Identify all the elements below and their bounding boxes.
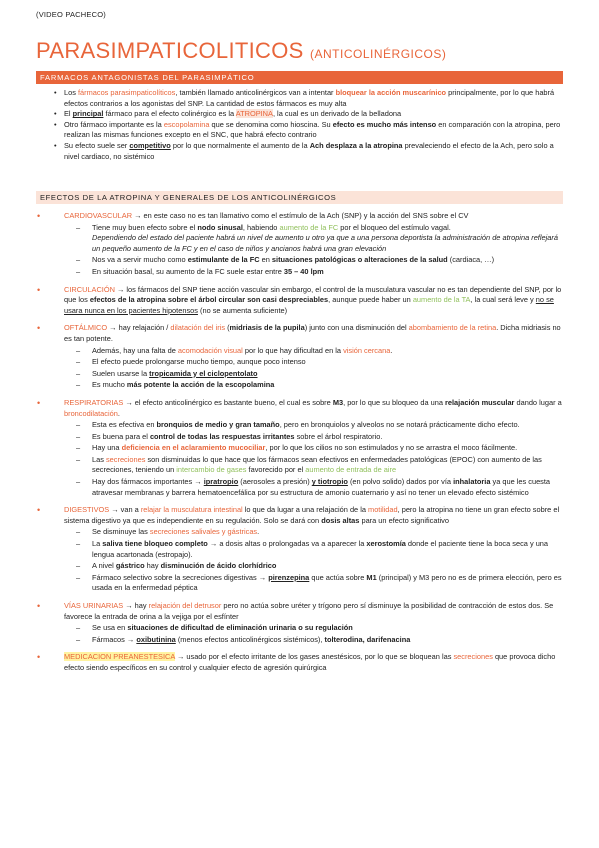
list-item: – En situación basal, su aumento de la FC suele estar entre 35 – 40 lpm [36, 267, 563, 278]
section1-heading: FARMACOS ANTAGONISTAS DEL PARASIMPÁTICO [36, 71, 563, 84]
vias-urinarias-item: • VÍAS URINARIAS → hay relajación del detrusor pero no actúa sobre uréter y trígono pero sí disminuye la posibilidad de contracción de estos dos. Se favorece la entrada de orina a la vejiga por el esfínter [36, 601, 563, 622]
list-item: – Suelen usarse la tropicamida y el ciclopentolato [36, 369, 563, 380]
list-item: – Fármaco selectivo sobre la secreciones digestivas → pirenzepina que actúa sobre M1 (principal) y M3 pero no es de primera elección, pero es usada en la enfermedad péptica [36, 573, 563, 594]
list-item: • Los fármacos parasimpaticolíticos, también llamado anticolinérgicos van a intentar bloquear la acción muscarínico principalmente, por lo que habrá efectos contrarios a los agonistas del SNP. La cantidad de estos fármacos es muy alta [36, 88, 563, 109]
list-item: – Hay dos fármacos importantes → ipratropio (aerosoles a presión) y tiotropio (en polvo solido) dados por vía inhalatoria ya que les cuesta atravesar membranas y barrera hematoencefálica por su estructura de amonio cuaternario y así no tener un elevado efecto sistémico [36, 477, 563, 498]
list-item: • El principal fármaco para el efecto colinérgico es la ATROPINA, la cual es un derivado de la belladona [36, 109, 563, 120]
list-item: – Las secreciones son disminuidas lo que hace que los fármacos sean efectivos en enfermedades patológicas (EPOC) con aumento de las secreciones, teniendo un intercambio de gases favorecido por el aumento de entrada de aire [36, 455, 563, 476]
list-item: – Hay una deficiencia en el aclaramiento mucociliar, por lo que los cilios no son estimulados y no se arrastra el moco fácilmente. [36, 443, 563, 454]
list-item: – Nos va a servir mucho como estimulante de la FC en situaciones patológicas o alteraciones de la salud (cardiaca, …) [36, 255, 563, 266]
section1-list [36, 88, 563, 162]
cardio-note: Dependiendo del estado del paciente habrá un nivel de aumento u otro ya que a una persona deportista la administración de atropina reflejará un pequeño aumento de la FC y en el caso de niños y ancianos habrá una gran elevación [92, 233, 558, 253]
list-item: – La saliva tiene bloqueo completo → a dosis altas o prolongadas va a aparecer la xerostomía donde el paciente tiene la boca seca y una lengua acartonada (estropajo). [36, 539, 563, 560]
page-title [36, 38, 446, 64]
respiratorias-item: • RESPIRATORIAS → el efecto anticolinérgico es bastante bueno, el cual es sobre M3, por lo que su bloqueo da una relajación muscular dando lugar a broncodilatación. [36, 398, 563, 419]
oftalmico-item: • OFTÁLMICO → hay relajación / dilatación del iris (midriasis de la pupila) junto con una disminución del abombamiento de la retina. Dicha midriasis no es tan potente. [36, 323, 563, 344]
list-item: – Tiene muy buen efecto sobre el nodo sinusal, habiendo aumento de la FC por el bloqueo del estímulo vagal. [36, 223, 563, 234]
list-item: – Se usa en situaciones de dificultad de eliminación urinaria o su regulación [36, 623, 563, 634]
list-item: – Es mucho más potente la acción de la escopolamina [36, 380, 563, 391]
list-item: – A nivel gástrico hay disminución de ácido clorhídrico [36, 561, 563, 572]
title-sub: (ANTICOLINÉRGICOS) [310, 47, 447, 61]
cardiovascular-item: • CARDIOVASCULAR → en este caso no es tan llamativo como el estímulo de la Ach (SNP) y la acción del SNS sobre el CV [36, 211, 563, 222]
circulacion-item: • CIRCULACIÓN → los fármacos del SNP tiene acción vascular sin embargo, el control de la musculatura vascular no es tan dependiente del SNP, por lo que los efectos de la atropina sobre el árbol circular son casi despreciables, aunque puede haber un aumento de la TA, la cual será leve y no se usara nunca en los pacientes hipotensos (no se aumenta suficiente) [36, 285, 563, 317]
top-note: (VIDEO PACHECO) [36, 10, 106, 19]
digestivos-item: • DIGESTIVOS → van a relajar la musculatura intestinal lo que da lugar a una relajación de la motilidad, pero la atropina no tiene un gran efecto sobre el sistema digestivo ya que es independiente en su regulación. Solo se dará con dosis altas para un efecto significativo [36, 505, 563, 526]
medicacion-preanestesica-item: • MEDICACION PREANESTESICA → usado por el efecto irritante de los gases anestésicos, por lo que se bloquean las secreciones que provoca dicho efecto siendo específicos en su control y cualquier efecto de agresión quirúrgica [36, 652, 563, 673]
section2-heading: EFECTOS DE LA ATROPINA Y GENERALES DE LOS ANTICOLINÉRGICOS [36, 191, 563, 204]
section2-list [36, 208, 563, 674]
list-item: – Es buena para el control de todas las respuestas irritantes sobre el árbol respiratorio. [36, 432, 563, 443]
list-item: – El efecto puede prolongarse mucho tiempo, aunque poco intenso [36, 357, 563, 368]
list-item: • Otro fármaco importante es la escopolamina que se denomina como hioscina. Su efecto es mucho más intenso en comparación con la atropina, pero realizan las mismas funciones excepto en el SNC, que habrá efecto contrario [36, 120, 563, 141]
title-main: PARASIMPATICOLITICOS [36, 38, 304, 63]
list-item: – Fármacos → oxibutinina (menos efectos anticolinérgicos sistémicos), tolterodina, darifenacina [36, 635, 563, 646]
list-item: – Además, hay una falta de acomodación visual por lo que hay dificultad en la visión cercana. [36, 346, 563, 357]
list-item: – Se disminuye las secreciones salivales y gástricas. [36, 527, 563, 538]
list-item: – Esta es efectiva en bronquios de medio y gran tamaño, pero en bronquiolos y alveolos no se notará prácticamente dicho efecto. [36, 420, 563, 431]
list-item: • Su efecto suele ser competitivo por lo que normalmente el aumento de la Ach desplaza a la atropina prevaleciendo el efecto de la Ach, pero solo a nivel cardiaco, no sistémico [36, 141, 563, 162]
